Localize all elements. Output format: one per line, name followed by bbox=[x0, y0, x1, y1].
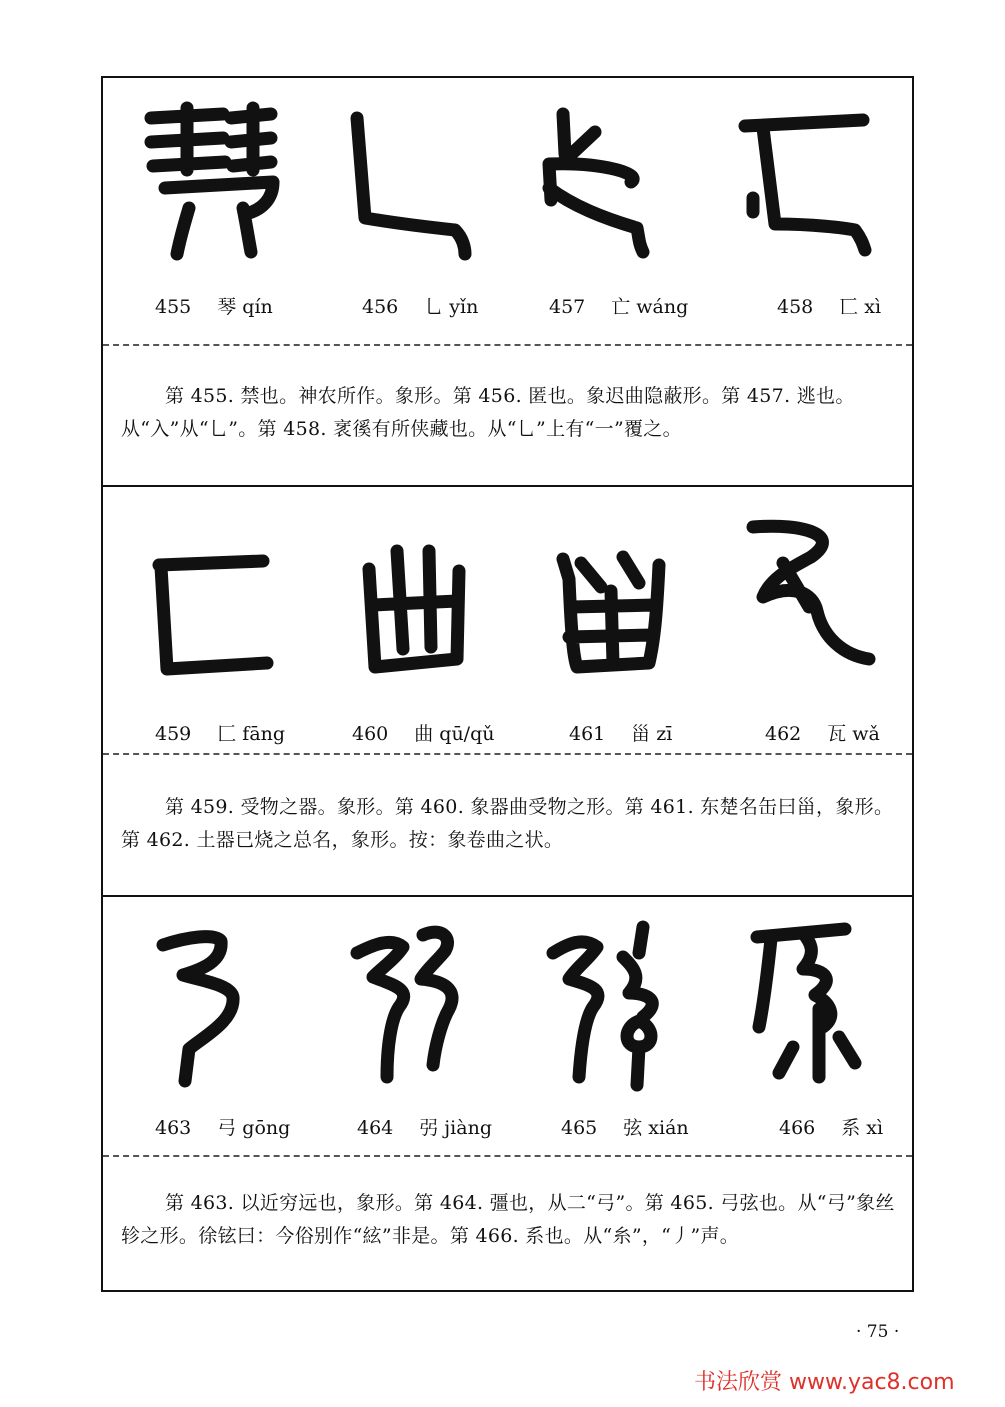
entry-caption-455: 455 琴 qín bbox=[155, 296, 273, 318]
entry-description: 第 459. 受物之器。象形。第 460. 象器曲受物之形。第 461. 东楚名缶曰甾，象形。第 462. 土器已烧之总名，象形。按：象卷曲之状。 bbox=[121, 796, 894, 851]
seal-glyph-462 bbox=[753, 526, 869, 659]
entry-description: 第 463. 以近穷远也，象形。第 464. 彊也，从二“弓”。第 465. 弓弦也。从“弓”象丝轸之形。徐铉曰：今俗别作“絃”非是。第 466. 系也。从“糸”，“丿”声。 bbox=[121, 1192, 895, 1247]
entry-description: 第 455. 禁也。神农所作。象形。第 456. 匿也。象迟曲隐蔽形。第 457. 逃也。从“入”从“乚”。第 458. 衺徯有所侠藏也。从“乚”上有“一”覆之。 bbox=[121, 385, 855, 440]
panel-3 bbox=[103, 895, 912, 1292]
seal-glyph-458 bbox=[745, 120, 865, 250]
seal-glyph-463 bbox=[163, 937, 233, 1081]
seal-glyph-457 bbox=[549, 114, 643, 252]
seal-glyph-459 bbox=[159, 561, 267, 669]
entry-caption-462: 462 瓦 wǎ bbox=[765, 723, 880, 745]
seal-glyph-456 bbox=[357, 118, 465, 254]
entry-caption-456: 456 乚 yǐn bbox=[362, 296, 479, 318]
entry-caption-466: 466 系 xì bbox=[779, 1117, 884, 1139]
dashed-divider bbox=[103, 344, 912, 346]
panel-1 bbox=[103, 78, 912, 485]
entry-caption-460: 460 曲 qū/qǔ bbox=[352, 723, 495, 745]
seal-glyph-460 bbox=[369, 551, 459, 667]
entry-caption-459: 459 匚 fāng bbox=[155, 723, 286, 745]
entry-caption-463: 463 弓 gōng bbox=[155, 1117, 291, 1139]
seal-glyph-455 bbox=[151, 108, 273, 254]
seal-glyph-465 bbox=[553, 927, 652, 1085]
seal-glyphs-row-2 bbox=[103, 487, 914, 717]
seal-glyph-466 bbox=[757, 929, 855, 1077]
site-watermark: 书法欣赏 www.yac8.com bbox=[694, 1370, 955, 1395]
entry-caption-461: 461 甾 zī bbox=[569, 723, 673, 745]
entry-caption-464: 464 弜 jiàng bbox=[357, 1117, 492, 1139]
entry-caption-458: 458 匸 xì bbox=[777, 296, 882, 318]
entry-caption-465: 465 弦 xián bbox=[561, 1117, 689, 1139]
seal-glyphs-row-1 bbox=[103, 78, 914, 308]
seal-glyphs-row-3 bbox=[103, 897, 914, 1127]
page-frame bbox=[101, 76, 914, 1292]
seal-glyph-461 bbox=[563, 557, 659, 667]
panel-2 bbox=[103, 485, 912, 895]
entry-caption-457: 457 亡 wáng bbox=[549, 296, 689, 318]
dashed-divider bbox=[103, 1155, 912, 1157]
dashed-divider bbox=[103, 753, 912, 755]
page-number: · 75 · bbox=[856, 1322, 900, 1342]
seal-glyph-464 bbox=[357, 932, 452, 1077]
